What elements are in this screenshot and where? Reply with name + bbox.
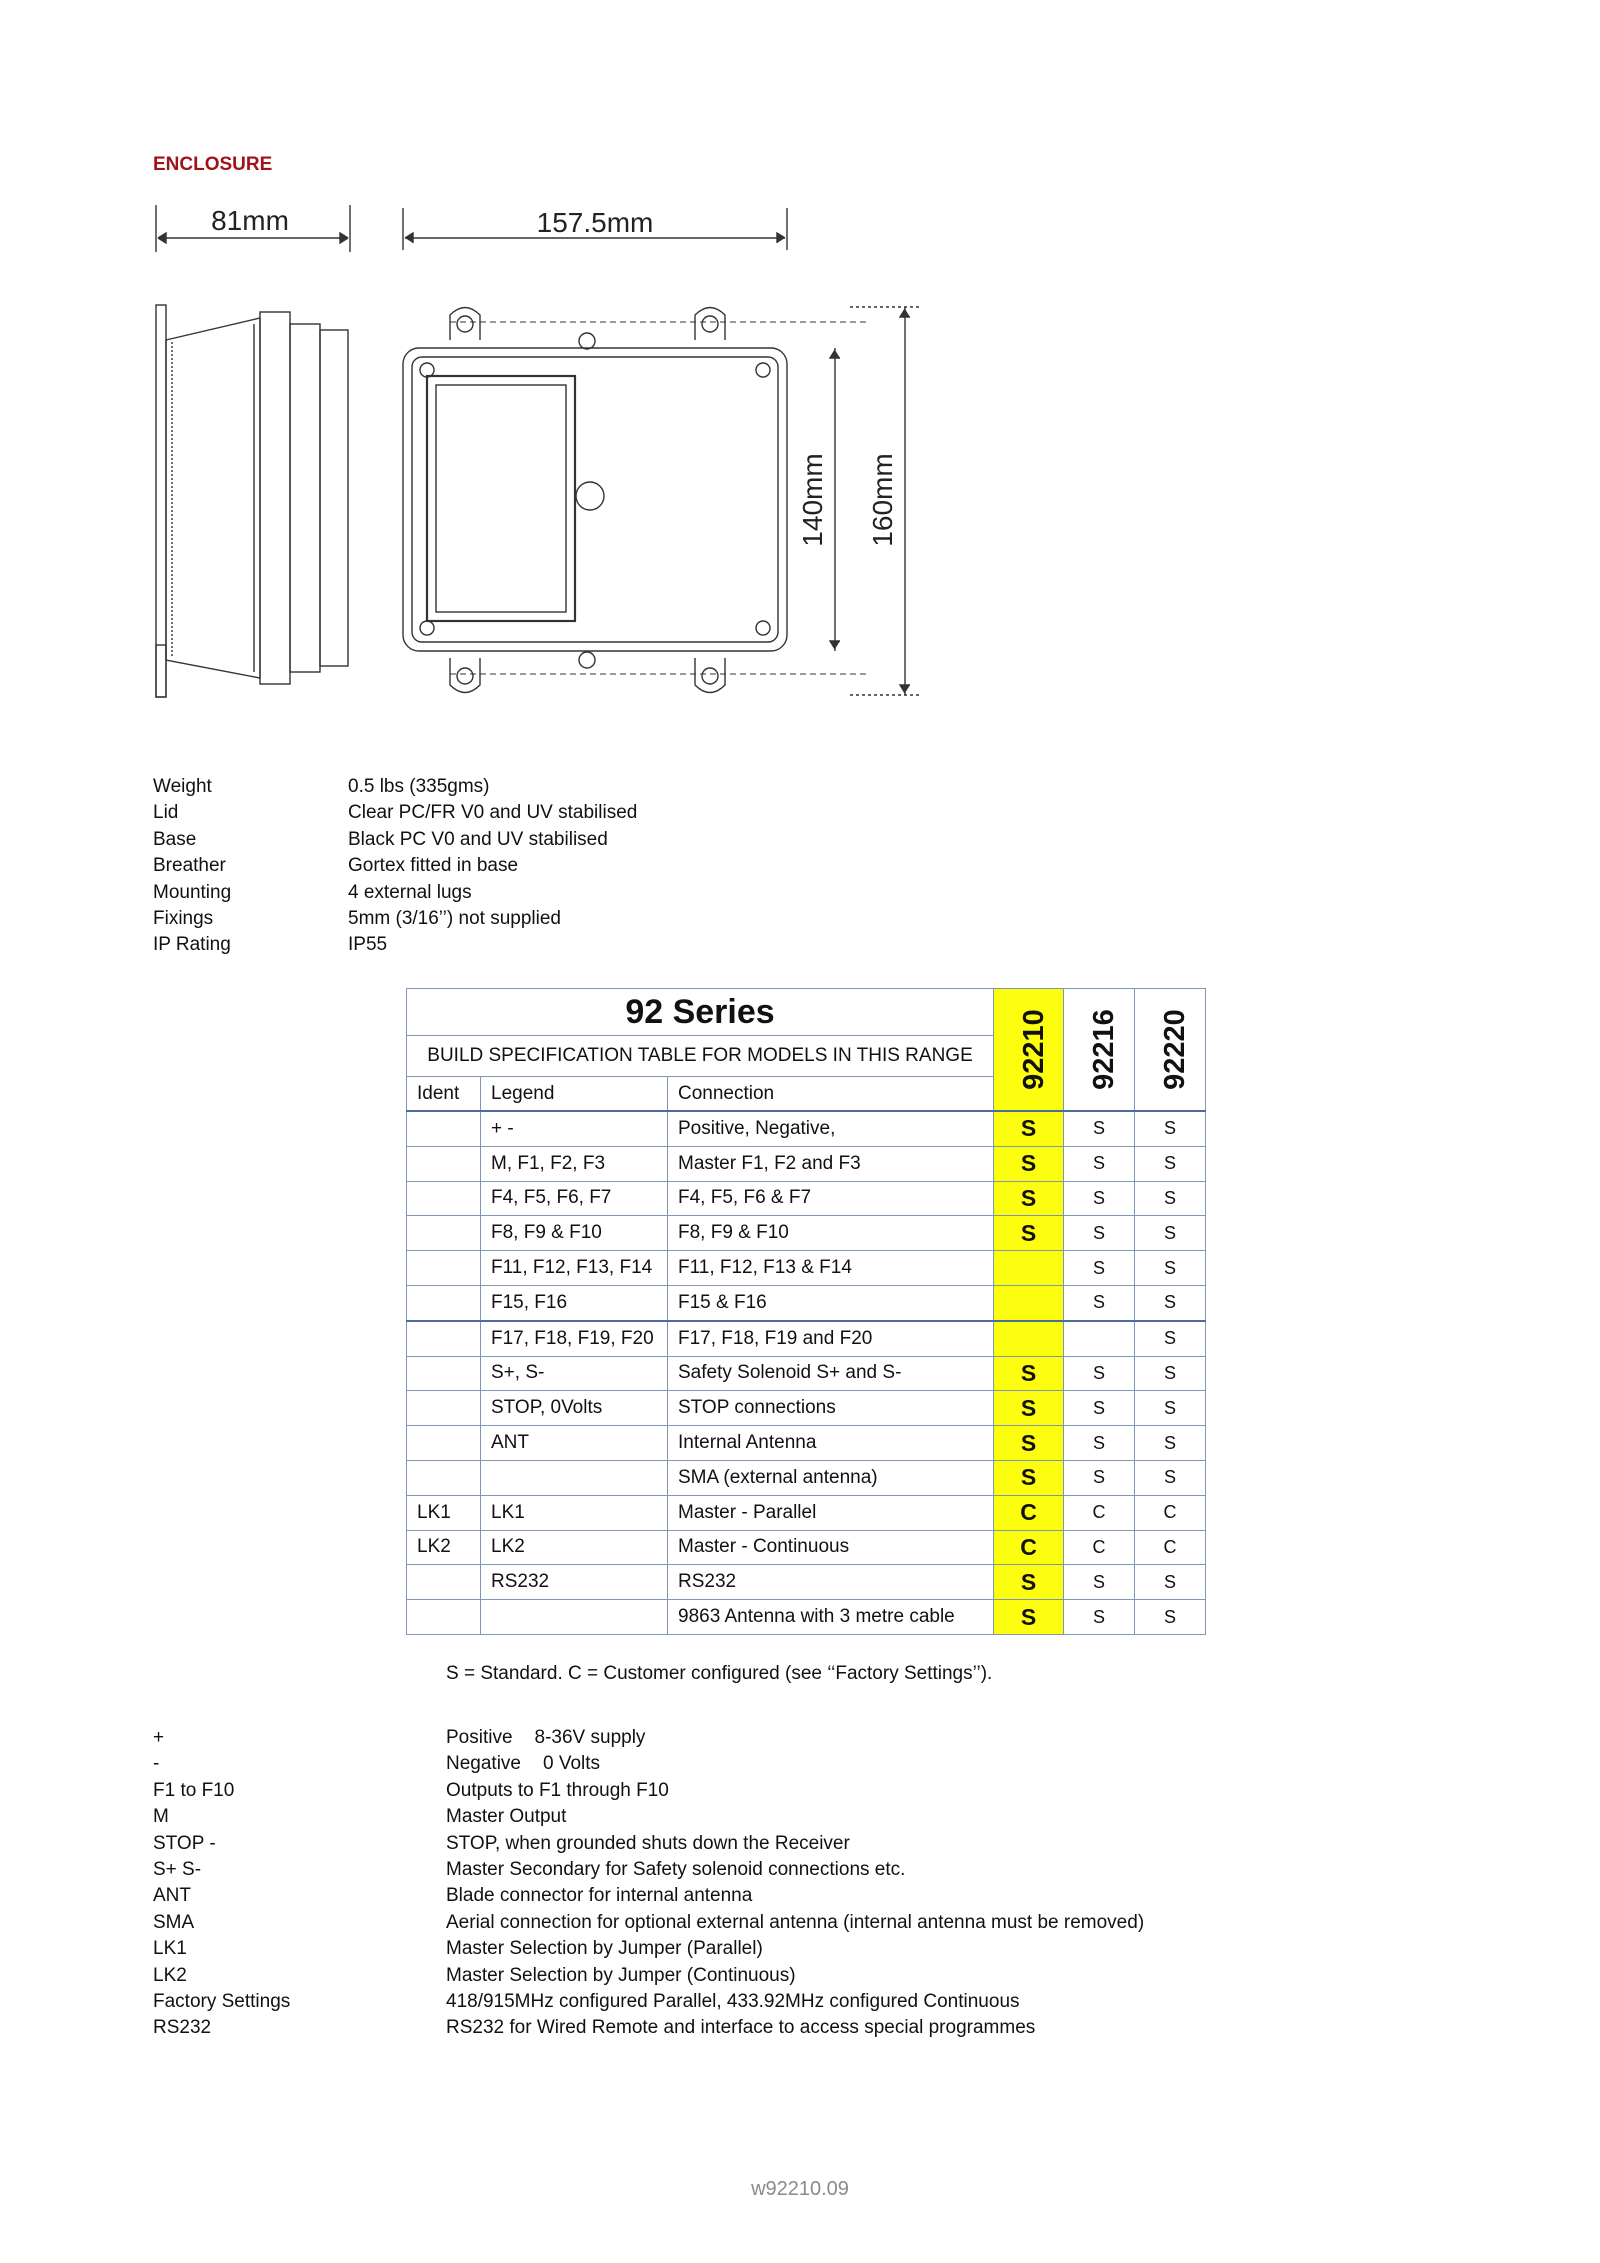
cell-connection: STOP connections [668, 1391, 994, 1426]
cell-ident [407, 1181, 481, 1216]
cell-ident [407, 1111, 481, 1146]
cell-connection: RS232 [668, 1565, 994, 1600]
cell-ident [407, 1460, 481, 1495]
table-footnote: S = Standard. C = Customer configured (see ‘‘Factory Settings’’). [446, 1663, 993, 1684]
table-row [407, 1600, 1206, 1635]
cell-connection: Safety Solenoid S+ and S- [668, 1356, 994, 1391]
cell-legend: STOP, 0Volts [481, 1391, 668, 1426]
cell-model-92216: S [1064, 1285, 1135, 1320]
dim-front-width: 157.5mm [536, 207, 654, 238]
definition-text: RS232 for Wired Remote and interface to access special programmes [446, 2017, 1036, 2039]
spec-label: IP Rating [153, 934, 231, 956]
table-row [407, 1495, 1206, 1530]
cell-ident [407, 1426, 481, 1461]
cell-connection: F17, F18, F19 and F20 [668, 1321, 994, 1356]
cell-legend: LK1 [481, 1495, 668, 1530]
cell-connection: Master - Continuous [668, 1530, 994, 1565]
cell-model-92216: S [1064, 1251, 1135, 1286]
cell-connection: Master F1, F2 and F3 [668, 1146, 994, 1181]
col-header-legend: Legend [481, 1077, 668, 1112]
definition-term: LK2 [153, 1964, 187, 1986]
table-row [407, 1426, 1206, 1461]
definition-text [446, 1725, 645, 1751]
model-number: 92210 [1017, 1009, 1050, 1090]
dim-outer-height: 160mm [867, 453, 898, 547]
cell-legend: ANT [481, 1426, 668, 1461]
table-row [407, 1321, 1206, 1356]
document-reference: w92210.09 [751, 2178, 849, 2200]
cell-model-92220: S [1135, 1321, 1206, 1356]
spec-label: Mounting [153, 881, 232, 903]
spec-label: Weight [153, 776, 212, 797]
definition-text [446, 1751, 600, 1777]
cell-connection: F11, F12, F13 & F14 [668, 1251, 994, 1286]
cell-ident [407, 1321, 481, 1356]
cell-legend: + - [481, 1111, 668, 1146]
cell-model-92220: S [1135, 1216, 1206, 1251]
cell-model-92216: S [1064, 1146, 1135, 1181]
spec-value: 5mm (3/16’’) not supplied [348, 907, 561, 929]
cell-connection: Internal Antenna [668, 1426, 994, 1461]
cell-model-92210: S [994, 1146, 1064, 1181]
col-header-ident: Ident [407, 1077, 481, 1112]
cell-connection: 9863 Antenna with 3 metre cable [668, 1600, 994, 1635]
spec-label: Breather [153, 855, 226, 877]
definition-text: Outputs to F1 through F10 [446, 1779, 669, 1801]
cell-model-92220: S [1135, 1285, 1206, 1320]
cell-model-92216: S [1064, 1111, 1135, 1146]
cell-model-92220: S [1135, 1391, 1206, 1426]
cell-connection: F8, F9 & F10 [668, 1216, 994, 1251]
definition-term: M [153, 1806, 169, 1828]
cell-model-92220: C [1135, 1530, 1206, 1565]
cell-legend: M, F1, F2, F3 [481, 1146, 668, 1181]
cell-ident [407, 1565, 481, 1600]
definition-text: 418/915MHz configured Parallel, 433.92MHz configured Continuous [446, 1990, 1020, 2012]
definition-term: Factory Settings [153, 1990, 291, 2012]
cell-model-92220: S [1135, 1356, 1206, 1391]
table-row [407, 1391, 1206, 1426]
cell-model-92210: S [994, 1391, 1064, 1426]
model-number: 92216 [1087, 1009, 1120, 1090]
cell-model-92210: S [994, 1356, 1064, 1391]
definition-main: Positive [446, 1727, 513, 1748]
model-header [1135, 989, 1206, 1112]
cell-model-92210: S [994, 1111, 1064, 1146]
cell-model-92216: S [1064, 1600, 1135, 1635]
definition-term: STOP - [153, 1832, 216, 1854]
cell-model-92210: S [994, 1460, 1064, 1495]
definition-term: F1 to F10 [153, 1779, 235, 1801]
cell-connection: F15 & F16 [668, 1285, 994, 1320]
spec-value: Clear PC/FR V0 and UV stabilised [348, 802, 638, 824]
cell-model-92210: S [994, 1600, 1064, 1635]
cell-legend: F11, F12, F13, F14 [481, 1251, 668, 1286]
cell-connection: F4, F5, F6 & F7 [668, 1181, 994, 1216]
cell-model-92216: C [1064, 1530, 1135, 1565]
table-row [407, 1460, 1206, 1495]
cell-model-92220: S [1135, 1565, 1206, 1600]
cell-model-92210: S [994, 1426, 1064, 1461]
table-row [407, 1146, 1206, 1181]
section-title: ENCLOSURE [153, 154, 273, 175]
table-row [407, 1181, 1206, 1216]
cell-model-92220: S [1135, 1181, 1206, 1216]
cell-model-92220: S [1135, 1111, 1206, 1146]
table-row [407, 1285, 1206, 1320]
cell-model-92220: S [1135, 1426, 1206, 1461]
cell-model-92216: S [1064, 1356, 1135, 1391]
build-spec-table [406, 988, 1206, 1635]
table-title: 92 Series [407, 989, 994, 1036]
dim-side-width: 81mm [211, 205, 289, 236]
definition-text: Aerial connection for optional external antenna (internal antenna must be removed) [446, 1911, 1145, 1933]
cell-model-92210: S [994, 1216, 1064, 1251]
cell-model-92210: C [994, 1495, 1064, 1530]
cell-model-92220: S [1135, 1600, 1206, 1635]
cell-model-92210 [994, 1251, 1064, 1286]
cell-model-92216: S [1064, 1426, 1135, 1461]
cell-model-92210 [994, 1321, 1064, 1356]
definition-extra: 0 Volts [543, 1753, 601, 1775]
spec-value: Gortex fitted in base [348, 855, 519, 877]
spec-label: Fixings [153, 907, 214, 929]
cell-legend: S+, S- [481, 1356, 668, 1391]
cell-legend: F4, F5, F6, F7 [481, 1181, 668, 1216]
definition-main: Negative [446, 1753, 521, 1775]
front-view [403, 208, 920, 695]
definition-term: SMA [153, 1911, 195, 1933]
cell-model-92216: S [1064, 1565, 1135, 1600]
cell-model-92216: S [1064, 1216, 1135, 1251]
side-view [156, 205, 350, 697]
cell-connection: Positive, Negative, [668, 1111, 994, 1146]
definition-term: S+ S- [153, 1858, 202, 1880]
cell-ident [407, 1216, 481, 1251]
cell-ident [407, 1600, 481, 1635]
cell-model-92216: C [1064, 1495, 1135, 1530]
cell-legend: F8, F9 & F10 [481, 1216, 668, 1251]
definition-text: Master Selection by Jumper (Parallel) [446, 1938, 763, 1960]
model-number: 92220 [1158, 1009, 1191, 1090]
cell-legend: F15, F16 [481, 1285, 668, 1320]
spec-value: IP55 [348, 934, 388, 956]
definition-text: Blade connector for internal antenna [446, 1885, 753, 1907]
table-row [407, 1216, 1206, 1251]
cell-model-92216: S [1064, 1460, 1135, 1495]
cell-connection: SMA (external antenna) [668, 1460, 994, 1495]
cell-ident [407, 1391, 481, 1426]
table-row [407, 1111, 1206, 1146]
definition-term: ANT [153, 1885, 191, 1907]
cell-model-92220: S [1135, 1146, 1206, 1181]
table-row [407, 1530, 1206, 1565]
definition-text: Master Secondary for Safety solenoid connections etc. [446, 1858, 906, 1880]
spec-label: Lid [153, 802, 179, 824]
spec-value: 4 external lugs [348, 881, 472, 903]
cell-model-92210: C [994, 1530, 1064, 1565]
cell-legend [481, 1600, 668, 1635]
table-row [407, 1565, 1206, 1600]
definition-term: RS232 [153, 2017, 212, 2039]
spec-value: Black PC V0 and UV stabilised [348, 828, 608, 850]
spec-value: 0.5 lbs (335gms) [348, 776, 490, 797]
cell-model-92210 [994, 1285, 1064, 1320]
cell-model-92220: C [1135, 1495, 1206, 1530]
table-row [407, 1356, 1206, 1391]
table-subtitle: BUILD SPECIFICATION TABLE FOR MODELS IN THIS RANGE [407, 1036, 994, 1077]
model-header [994, 989, 1064, 1112]
cell-ident [407, 1146, 481, 1181]
definition-extra: 8-36V supply [534, 1727, 646, 1748]
enclosure-drawing [150, 200, 930, 710]
cell-ident: LK2 [407, 1530, 481, 1565]
cell-model-92220: S [1135, 1460, 1206, 1495]
cell-connection: Master - Parallel [668, 1495, 994, 1530]
definition-term: + [153, 1727, 165, 1748]
cell-ident [407, 1251, 481, 1286]
definition-text: STOP, when grounded shuts down the Receiver [446, 1832, 850, 1854]
definition-text: Master Selection by Jumper (Continuous) [446, 1964, 796, 1986]
dim-inner-height: 140mm [797, 453, 828, 547]
cell-legend: F17, F18, F19, F20 [481, 1321, 668, 1356]
cell-model-92220: S [1135, 1251, 1206, 1286]
cell-model-92210: S [994, 1565, 1064, 1600]
cell-model-92210: S [994, 1181, 1064, 1216]
cell-legend: LK2 [481, 1530, 668, 1565]
definition-text: Master Output [446, 1806, 567, 1828]
model-header [1064, 989, 1135, 1112]
definition-term: - [153, 1753, 160, 1775]
cell-model-92216: S [1064, 1391, 1135, 1426]
cell-legend: RS232 [481, 1565, 668, 1600]
cell-legend [481, 1460, 668, 1495]
cell-ident: LK1 [407, 1495, 481, 1530]
cell-model-92216 [1064, 1321, 1135, 1356]
definition-term: LK1 [153, 1938, 187, 1960]
spec-label: Base [153, 828, 197, 850]
cell-ident [407, 1285, 481, 1320]
col-header-connection: Connection [668, 1077, 994, 1112]
cell-model-92216: S [1064, 1181, 1135, 1216]
table-row [407, 1251, 1206, 1286]
cell-ident [407, 1356, 481, 1391]
